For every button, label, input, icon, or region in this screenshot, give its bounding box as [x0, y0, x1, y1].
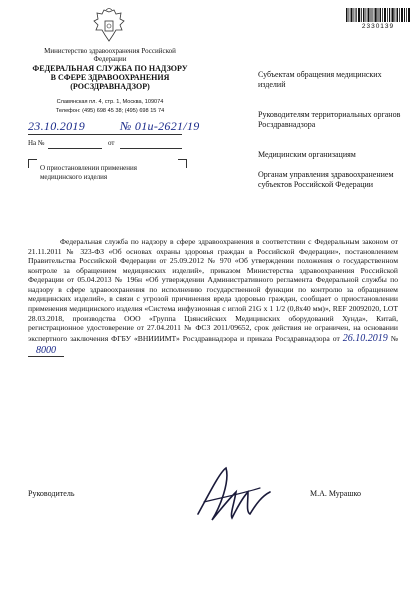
order-date: 26.10.2019 [342, 332, 388, 344]
body-paragraph: Федеральная служба по надзору в сфере здравоохранения в соответствии с Федеральным законом от 21.11.2011 № 323-ФЗ «Об основах охраны здоровья граждан в Российской Федерации», постановлением Правительства Российской Федерации от 25.09.2012 № 970 «Об утверждении положения о государственном контроле за обращением медицинских изделий», приказом Министерства здравоохранения Российской Федерации от 05.04.2013 № 196н «Об утверждении Административного регламента Федеральной службы по надзору в сфере здравоохранения по исполнению государственной функции по контролю за обращением медицинских изделий», в связи с угрозой причинения вреда здоровью граждан, сообщает о приостановлении применения медицинского изделия «Система инфузионная с иглой 21G x 1 1/2 (0,8x40 мм)», REF 20092020, LOT 28.03.2018, производства ООО «Группа Цзянсийских Медицинских оборудований Хунда», Китай, регистрационное удостоверение от 27.04.2011 № ФСЗ 2011/09652, срок действия не ограничен, на основании экспертного заключения ФГБУ «ВНИИИМТ» Росздравнадзора и приказа Росздравнадзора от [28, 237, 398, 343]
subject-bracket-left [28, 159, 37, 168]
reference-date-line [120, 148, 182, 149]
letter-subject: О приостановлении применения медицинского изделия [40, 164, 137, 181]
reference-number-label: На № [28, 139, 45, 147]
reference-date-label: от [108, 139, 115, 147]
order-number: 8000 [28, 345, 64, 357]
agency-address: Славянская пл. 4, стр. 1, Москва, 109074 [56, 99, 164, 105]
signatory-role: Руководитель [28, 489, 75, 498]
recipient-4: Органам управления здравоохранением субъектов Российской Федерации [258, 170, 394, 189]
registration-date: 23.10.2019 [28, 119, 85, 133]
registration-underline [28, 134, 182, 135]
barcode-icon [346, 8, 410, 22]
coat-of-arms-icon [92, 8, 126, 44]
agency-phone: Телефон: (495) 698 45 38; (495) 698 15 74 [55, 108, 165, 114]
signatory-name: М.А. Мурашко [310, 489, 361, 498]
barcode-number: 2330139 [361, 23, 395, 30]
recipient-3: Медицинским организациям [258, 150, 356, 159]
order-number-label: № [390, 333, 398, 343]
letter-body [28, 237, 398, 358]
reference-number-line [48, 148, 102, 149]
registration-number: № 01и-2621/19 [120, 119, 200, 133]
ministry-name: Министерство здравоохранения Российской Федерации [44, 47, 176, 64]
handwritten-signature [190, 462, 280, 532]
recipient-1: Субъектам обращения медицинских изделий [258, 70, 382, 89]
recipient-2: Руководителям территориальных органов Росздравнадзора [258, 110, 401, 129]
agency-name: ФЕДЕРАЛЬНАЯ СЛУЖБА ПО НАДЗОРУ В СФЕРЕ ЗДРАВООХРАНЕНИЯ (РОСЗДРАВНАДЗОР) [32, 64, 188, 92]
